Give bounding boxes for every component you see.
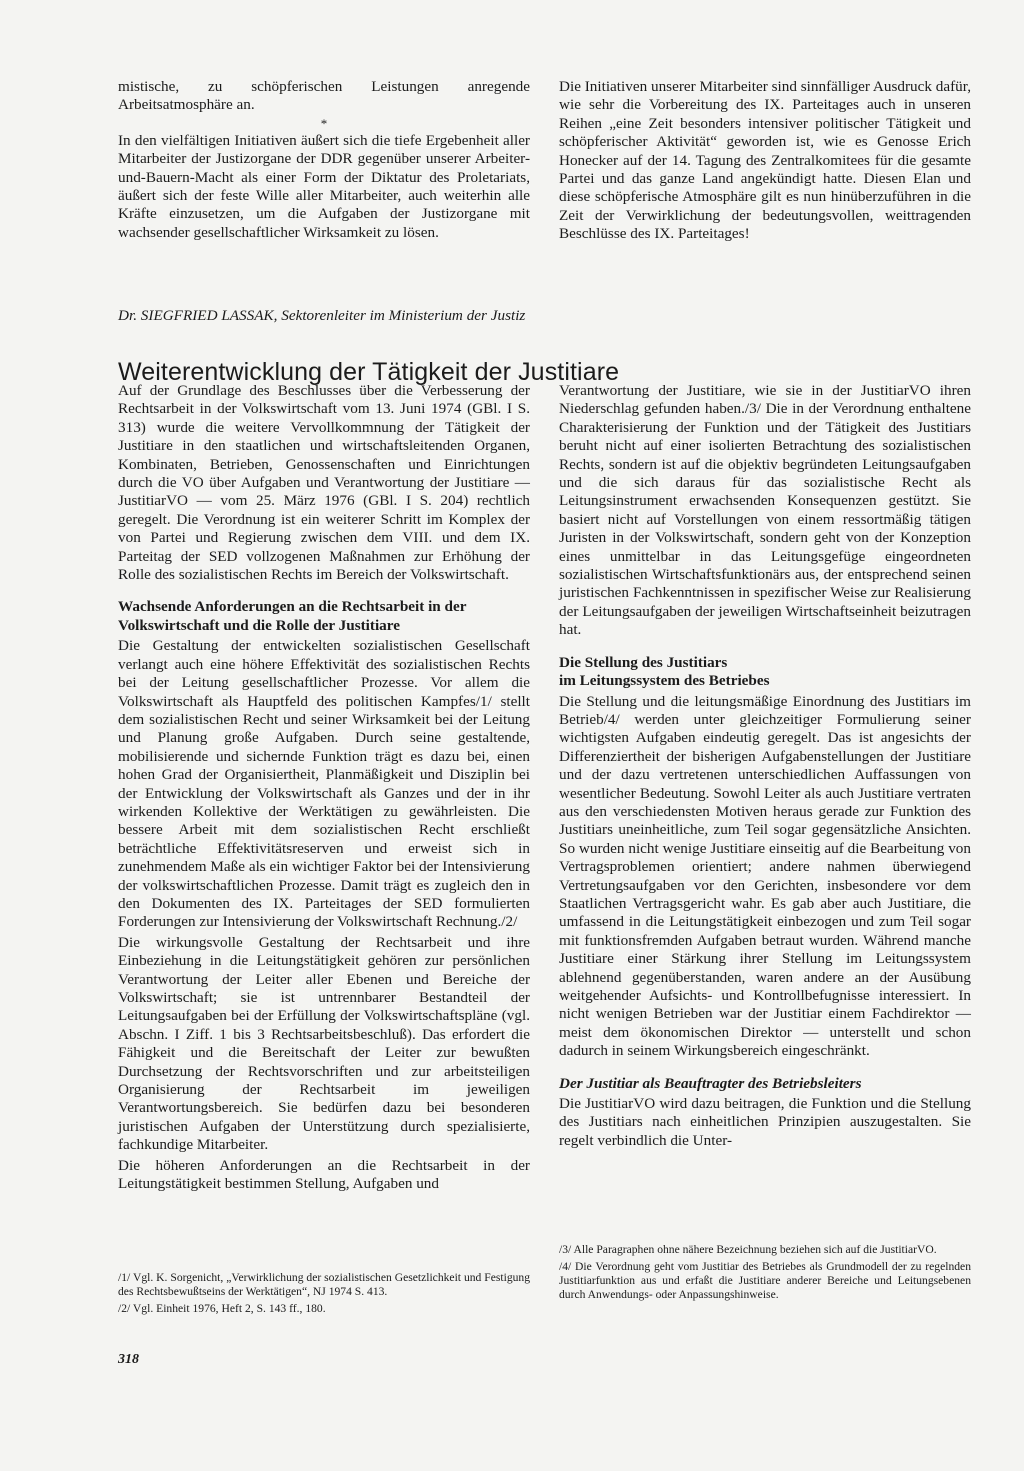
paragraph: Auf der Grundlage des Beschlusses über die Verbesserung der Rechtsarbeit in der Volkswirtschaft vom 13. Juni 1974 (GBl. I S. 313) wurde die weitere Vervollkommnung der Tätigkeit der Justitiare in den staatlichen und wirtschaftsleitenden Organen, Kombinaten, Betrieben, Genossenschaften und Einrichtungen durch die VO über Aufgaben und Verantwortung der Justitiare — JustitiarVO — vom 25. März 1976 (GBl. I S. 204) rechtlich geregelt. Die Verordnung ist ein weiterer Schritt im Komplex der von Partei und Regierung zwischen dem VIII. und dem IX. Parteitag der SED vollzogenen Maßnahmen zur Erhöhung der Rolle des sozialistischen Rechts im Bereich der Volkswirtschaft. xyxy=(118,382,530,584)
footnote: /3/ Alle Paragraphen ohne nähere Bezeichnung beziehen sich auf die JustitiarVO. xyxy=(559,1243,937,1256)
heading-line: Die Stellung des Justitiars xyxy=(559,653,728,671)
previous-article-right-column xyxy=(559,78,971,244)
article-left-column xyxy=(118,382,530,1193)
paragraph: Verantwortung der Justitiare, wie sie in der JustitiarVO ihren Niederschlag gefunden haben./3/ Die in der Verordnung enthaltene Charakterisierung der Funktion und der Tätigkeit des Justitiars beruht nicht auf einer isolierten Betrachtung des sozialistischen Rechts, sondern ist auf die objektiv begründeten Leitungsaufgaben und die sich daraus für das sozialistische Recht als Leitungsinstrument erwachsenden Konsequenzen gestützt. Sie basiert nicht auf Vorstellungen von einem ressortmäßig tätigen Juristen in der Volkswirtschaft, sondern geht von der Konzeption eines unmittelbar in das Leitungsgefüge eingeordneten sozialistischen Wirtschaftsfunktionärs aus, der entsprechend seinen juristischen Fachkenntnissen in spezifischer Weise zur Realisierung der Leitungsaufgaben der jeweiligen Wirtschaftseinheit beizutragen hat. xyxy=(559,382,971,639)
footnote: /2/ Vgl. Einheit 1976, Heft 2, S. 143 ff., 180. xyxy=(118,1302,326,1315)
paragraph: mistische, zu schöpferischen Leistungen anregende Arbeitsatmosphäre an. xyxy=(118,78,530,114)
paragraph: Die Stellung und die leitungsmäßige Einordnung des Justitiars im Betrieb/4/ werden unter gleichzeitiger Formulierung seiner wichtigsten Aufgaben eindeutig geregelt. Das ist angesichts der Differenziertheit der bisherigen Aufgabenstellungen der Justitiare und der dazu vertretenen unterschiedlichen Auffassungen von wesentlicher Bedeutung. Sowohl Leiter als auch Justitiare vertraten aus den verschiedensten Motiven heraus gerade zur Funktion des Justitiars uneinheitliche, zum Teil sogar gegensätzliche Ansichten. So wurden nicht wenige Justitiare einseitig auf die Bearbeitung von Vertragsproblemen orientiert; andere nahmen überwiegend Vertretungsaufgaben vor den Gerichten, insbesondere vor dem Staatlichen Vertragsgericht wahr. Es gab aber auch Justitiare, die umfassend in die Leitungstätigkeit einbezogen und zum Teil sogar mit funktionsfremden Aufgaben betraut wurden. Während manche Justitiare einer Stärkung ihrer Stellung im Leitungssystem ablehnend gegenüberstanden, waren andere an der Ausübung weitgehender Aufsichts- und Kontrollbefugnisse interessiert. In nicht wenigen Betrieben war der Justitiar einem Fachdirektor — meist dem ökonomischen Direktor — unterstellt und schon dadurch in seinem Wirkungsbereich eingeschränkt. xyxy=(559,692,971,1060)
footnote: /1/ Vgl. K. Sorgenicht, „Verwirklichung der sozialistischen Gesetzlichkeit und Festigung des Rechtsbewußtseins der Werktätigen“, NJ 1974 S. 413. xyxy=(118,1271,530,1298)
paragraph: Die wirkungsvolle Gestaltung der Rechtsarbeit und ihre Einbeziehung in die Leitungstätigkeit gehören zur persönlichen Verantwortung der Leiter aller Ebenen und Bereiche der Volkswirtschaft; sie ist untrennbarer Bestandteil der Leitungsaufgaben bei der Erfüllung der Volkswirtschaftspläne (vgl. Abschn. I Ziff. 1 bis 3 Rechtsarbeitsbeschluß). Das erfordert die Fähigkeit und die Bereitschaft der Leiter zur bewußten Durchsetzung der Rechtsvorschriften und zur arbeitsteiligen Organisierung der Rechtsarbeit im jeweiligen Verantwortungsbereich. Sie bedürfen dazu bei besonderen juristischen Aufgaben der Unterstützung durch spezialisierte, fachkundige Mitarbeiter. xyxy=(118,933,530,1154)
author-byline: Dr. SIEGFRIED LASSAK, Sektorenleiter im Ministerium der Justiz xyxy=(118,307,526,324)
footnotes-right xyxy=(559,1243,971,1305)
paragraph: Die JustitiarVO wird dazu beitragen, die Funktion und die Stellung des Justitiars nach einheitlichen Prinzipien auszugestalten. Sie regelt verbindlich die Unter- xyxy=(559,1095,971,1149)
section-heading xyxy=(559,654,971,691)
section-separator: * xyxy=(320,115,328,131)
article-title: Weiterentwicklung der Tätigkeit der Justitiare xyxy=(118,357,620,386)
footnotes-left xyxy=(118,1271,530,1319)
subsection-heading: Der Justitiar als Beauftragter des Betriebsleiters xyxy=(559,1074,862,1092)
heading-line: im Leitungssystem des Betriebes xyxy=(559,672,770,690)
paragraph: Die Initiativen unserer Mitarbeiter sind sinnfälliger Ausdruck dafür, wie sehr die Vorbereitung des IX. Parteitages auch in unseren Reihen „eine Zeit besonders intensiver politischer Tätigkeit und schöpferischer Aktivität“ geworden ist, wie es Genosse Erich Honecker auf der 14. Tagung des Zentralkomitees für die gesamte Partei und das ganze Land angekündigt hatte. Diesen Elan und diese schöpferische Atmosphäre gilt es nun hinüberzuführen in die Zeit der Verwirklichung der bedeutungsvollen, weittragenden Beschlüsse des IX. Parteitages! xyxy=(559,78,971,243)
paragraph: Die Gestaltung der entwickelten sozialistischen Gesellschaft verlangt auch eine höhere Effektivität des sozialistischen Rechts bei der Leitung gesellschaftlicher Prozesse. Vor allem die Volkswirtschaft als Hauptfeld des politischen Kampfes/1/ stellt dem sozialistischen Recht und seiner Wirksamkeit bei der Leitung und Planung große Aufgaben. Durch seine gestaltende, mobilisierende und sichernde Funktion trägt es dazu bei, einen hohen Grad der Organisiertheit, Planmäßigkeit und Disziplin bei der Entwicklung der Volkswirtschaft als Ganzes und der in ihr wirkenden Kollektive der Werktätigen zu gewährleisten. Die bessere Arbeit mit dem sozialistischen Recht erschließt beträchtliche Effektivitätsreserven und erweist sich in zunehmendem Maße als ein wichtiger Faktor bei der Intensivierung der volkswirtschaftlichen Prozesse. Damit trägt es zugleich den in den Dokumenten des IX. Parteitages der SED formulierten Forderungen zur Intensivierung der Volkswirtschaft Rechnung./2/ xyxy=(118,637,530,931)
previous-article-left-column xyxy=(118,78,530,242)
page-number: 318 xyxy=(118,1352,139,1367)
paragraph: Die höheren Anforderungen an die Rechtsarbeit in der Leitungstätigkeit bestimmen Stellung, Aufgaben und xyxy=(118,1156,530,1193)
paragraph: In den vielfältigen Initiativen äußert sich die tiefe Ergebenheit aller Mitarbeiter der Justizorgane der DDR gegenüber unserer Arbeiter-und-Bauern-Macht als einer Form der Diktatur des Proletariats, äußert sich der feste Wille aller Mitarbeiter, auch weiterhin alle Kräfte einzusetzen, um die Aufgaben der Justizorgane mit wachsender gesellschaftlicher Wirksamkeit zu lösen. xyxy=(118,131,530,241)
footnote: /4/ Die Verordnung geht vom Justitiar des Betriebes als Grundmodell der zu regelnden Justitiarfunktion aus und erfaßt die Justitiare anderer Bereiche und Leitungsebenen durch Anwendungs- oder Anpassungshinweise. xyxy=(559,1260,971,1301)
article-right-column xyxy=(559,382,971,1150)
section-heading: Wachsende Anforderungen an die Rechtsarbeit in der Volkswirtschaft und die Rolle der Justitiare xyxy=(118,598,467,634)
